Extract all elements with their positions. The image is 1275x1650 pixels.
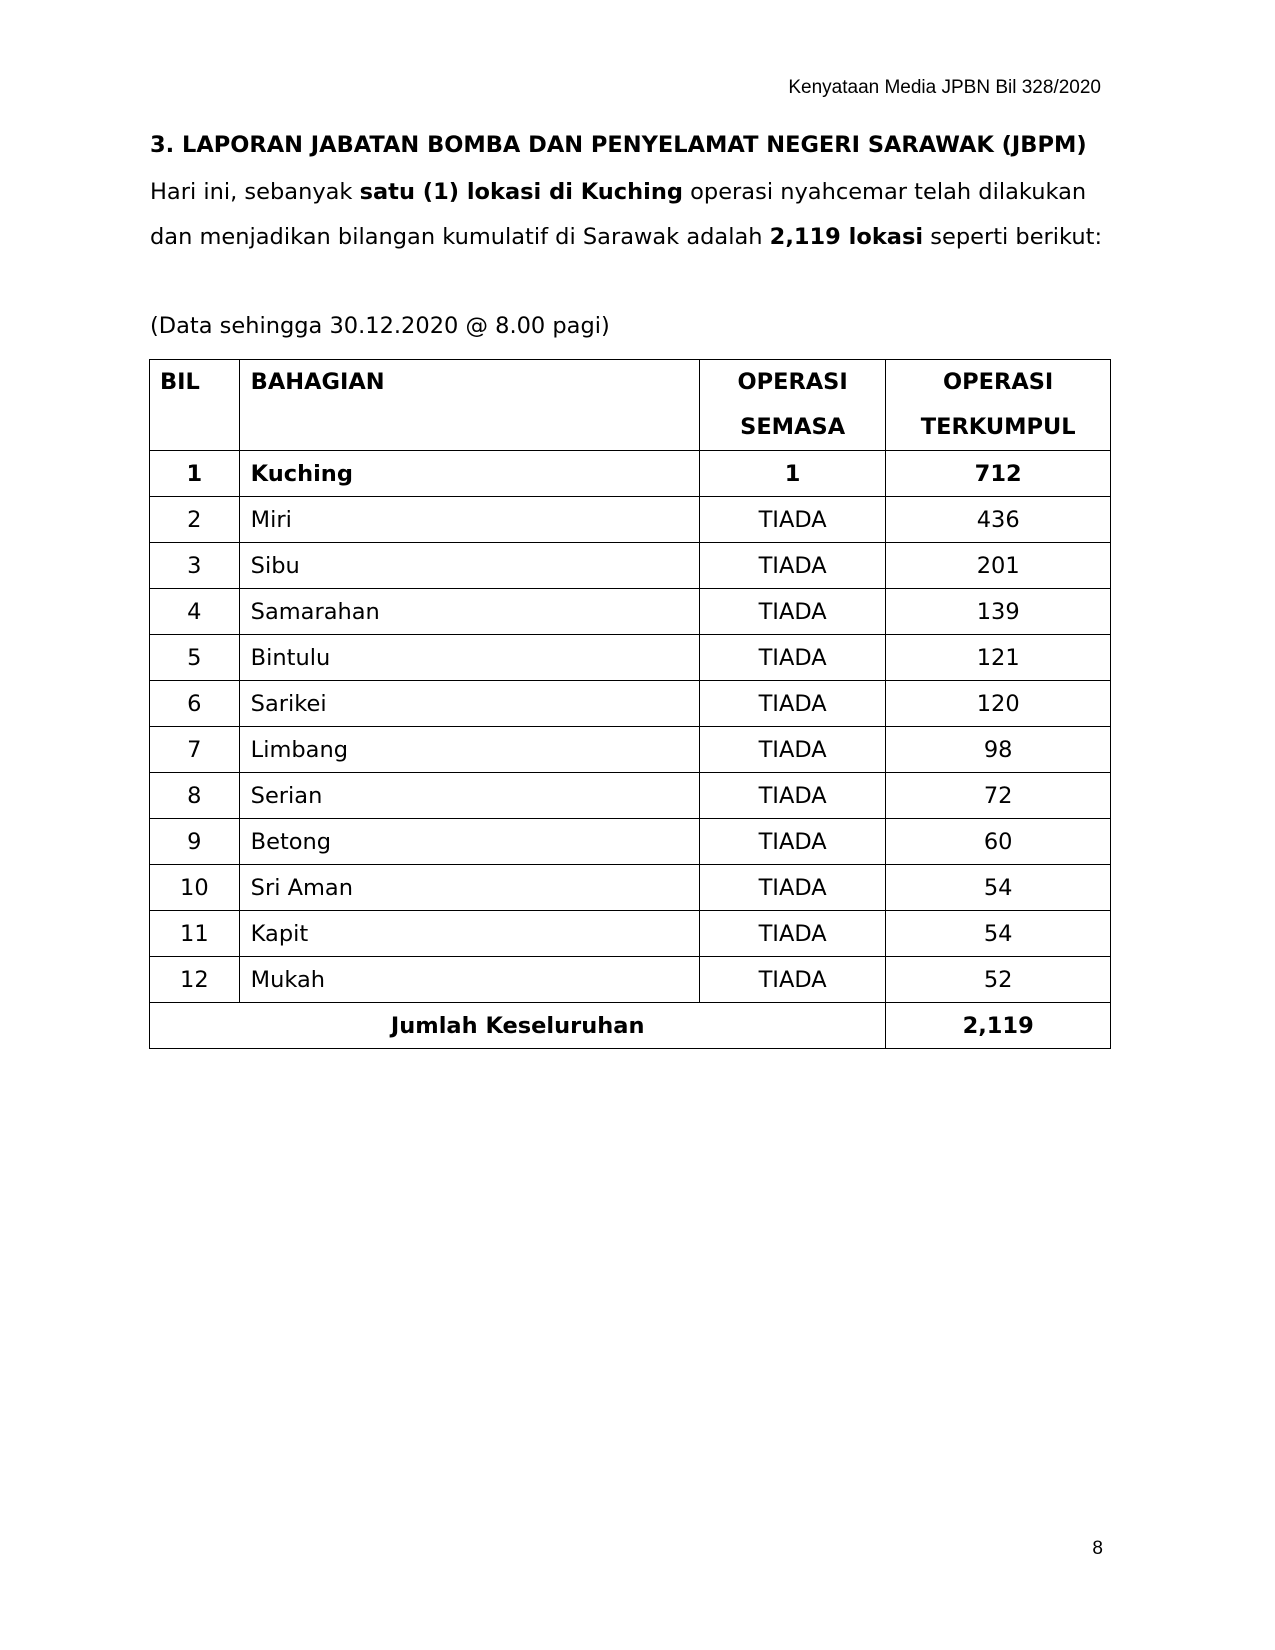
document-reference: Kenyataan Media JPBN Bil 328/2020: [788, 77, 1101, 98]
total-value: 2,119: [886, 1003, 1111, 1049]
cell-semasa: TIADA: [699, 497, 885, 543]
cell-bahagian: Sarikei: [239, 681, 699, 727]
table-row: [150, 819, 1111, 865]
cell-bil: 10: [150, 865, 240, 911]
cell-bahagian: Kapit: [239, 911, 699, 957]
cell-semasa: TIADA: [699, 957, 885, 1003]
paragraph-bold-1: satu (1) lokasi di Kuching: [359, 179, 684, 205]
cell-terkumpul: 121: [886, 635, 1111, 681]
page-number: 8: [1092, 1538, 1103, 1559]
data-timestamp-note: (Data sehingga 30.12.2020 @ 8.00 pagi): [150, 313, 610, 339]
cell-bahagian: Sibu: [239, 543, 699, 589]
header-semasa-line1: OPERASI: [737, 369, 848, 395]
cell-semasa: 1: [699, 451, 885, 497]
cell-terkumpul: 60: [886, 819, 1111, 865]
cell-bahagian: Serian: [239, 773, 699, 819]
table-row: [150, 773, 1111, 819]
cell-bil: 7: [150, 727, 240, 773]
cell-terkumpul: 120: [886, 681, 1111, 727]
paragraph-text-2: operasi nyahcemar telah dilakukan dan menjadikan bilangan kumulatif di Sarawak adalah: [150, 179, 1087, 250]
table-row: [150, 865, 1111, 911]
cell-semasa: TIADA: [699, 819, 885, 865]
cell-bil: 2: [150, 497, 240, 543]
cell-bahagian: Betong: [239, 819, 699, 865]
cell-bil: 3: [150, 543, 240, 589]
section-paragraph: [150, 170, 1110, 260]
cell-bil: 9: [150, 819, 240, 865]
cell-terkumpul: 72: [886, 773, 1111, 819]
table-total-row: [150, 1003, 1111, 1049]
cell-semasa: TIADA: [699, 727, 885, 773]
cell-bil: 8: [150, 773, 240, 819]
cell-bahagian: Sri Aman: [239, 865, 699, 911]
cell-terkumpul: 139: [886, 589, 1111, 635]
header-semasa-line2: SEMASA: [740, 414, 846, 440]
cell-bahagian: Limbang: [239, 727, 699, 773]
paragraph-text-3: seperti berikut:: [923, 224, 1103, 250]
cell-bil: 5: [150, 635, 240, 681]
cell-bahagian: Samarahan: [239, 589, 699, 635]
table-row: [150, 635, 1111, 681]
cell-semasa: TIADA: [699, 635, 885, 681]
section-heading: 3. LAPORAN JABATAN BOMBA DAN PENYELAMAT NEGERI SARAWAK (JBPM): [150, 132, 1087, 158]
cell-terkumpul: 52: [886, 957, 1111, 1003]
cell-terkumpul: 54: [886, 911, 1111, 957]
cell-bil: 11: [150, 911, 240, 957]
table-row: [150, 957, 1111, 1003]
header-bil: BIL: [150, 360, 240, 451]
cell-bahagian: Bintulu: [239, 635, 699, 681]
header-terkumpul-line2: TERKUMPUL: [920, 414, 1076, 440]
cell-semasa: TIADA: [699, 773, 885, 819]
cell-terkumpul: 98: [886, 727, 1111, 773]
paragraph-text-1: Hari ini, sebanyak: [150, 179, 360, 205]
header-terkumpul-line1: OPERASI: [943, 369, 1054, 395]
cell-terkumpul: 201: [886, 543, 1111, 589]
total-label: Jumlah Keseluruhan: [150, 1003, 886, 1049]
cell-bil: 4: [150, 589, 240, 635]
cell-terkumpul: 54: [886, 865, 1111, 911]
cell-bahagian: Kuching: [239, 451, 699, 497]
cell-bil: 12: [150, 957, 240, 1003]
header-operasi-terkumpul: [886, 360, 1111, 451]
table-header-row: [150, 360, 1111, 451]
table-row: [150, 681, 1111, 727]
cell-semasa: TIADA: [699, 589, 885, 635]
cell-bahagian: Miri: [239, 497, 699, 543]
table-row: [150, 543, 1111, 589]
table-row: [150, 451, 1111, 497]
header-operasi-semasa: [699, 360, 885, 451]
cell-bil: 6: [150, 681, 240, 727]
table-row: [150, 727, 1111, 773]
table-row: [150, 497, 1111, 543]
paragraph-bold-2: 2,119 lokasi: [769, 224, 924, 250]
cell-semasa: TIADA: [699, 865, 885, 911]
header-bahagian: BAHAGIAN: [239, 360, 699, 451]
cell-terkumpul: 712: [886, 451, 1111, 497]
cell-semasa: TIADA: [699, 911, 885, 957]
cell-semasa: TIADA: [699, 681, 885, 727]
cell-bahagian: Mukah: [239, 957, 699, 1003]
table-row: [150, 911, 1111, 957]
cell-bil: 1: [150, 451, 240, 497]
table-row: [150, 589, 1111, 635]
cell-semasa: TIADA: [699, 543, 885, 589]
cell-terkumpul: 436: [886, 497, 1111, 543]
operations-table: [149, 359, 1111, 1049]
